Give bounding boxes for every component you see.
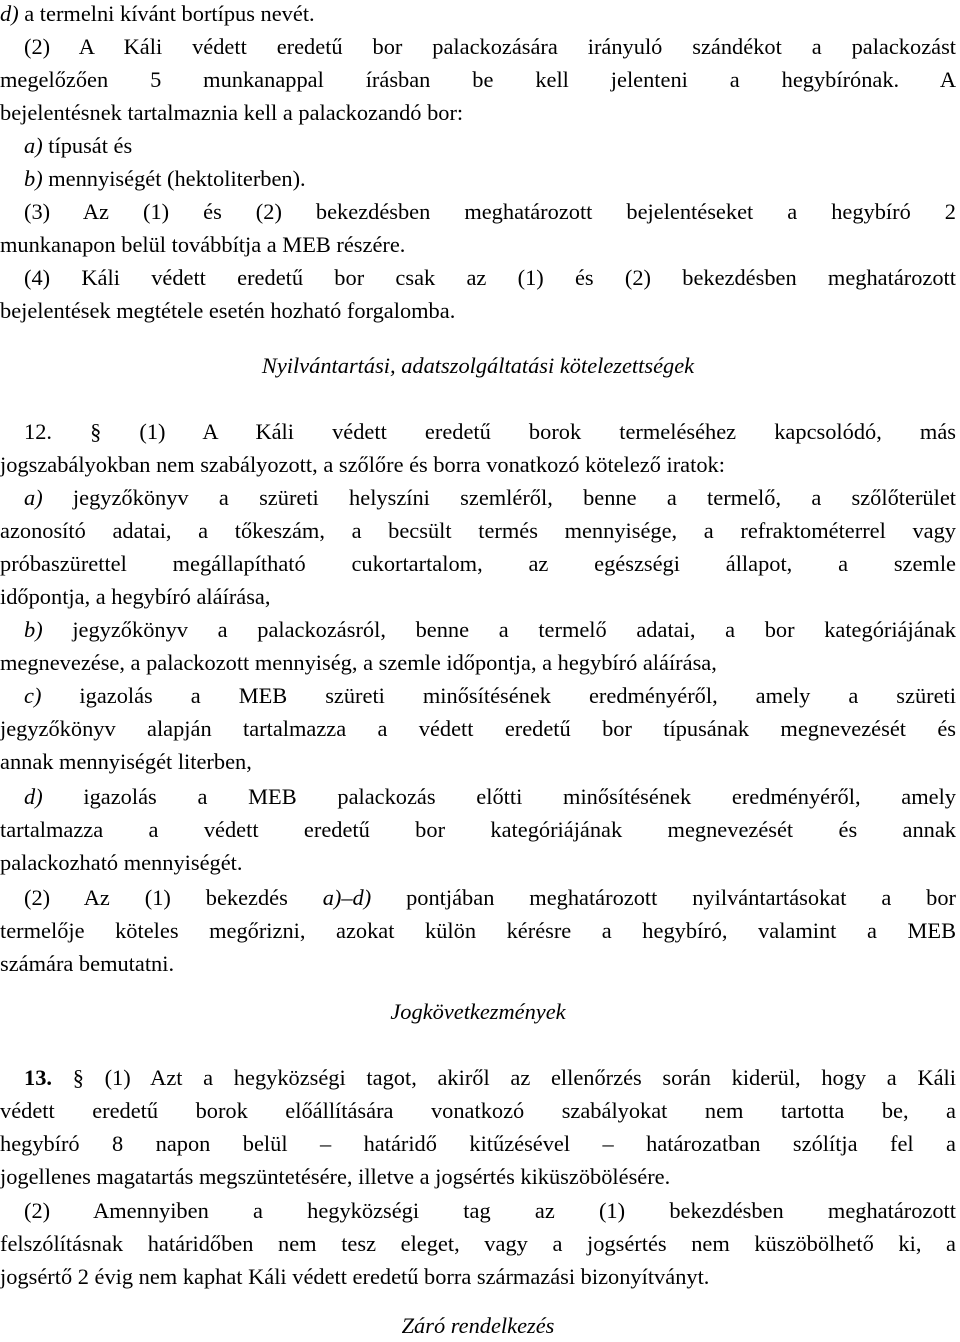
text: (2) Az (1) bekezdés xyxy=(24,885,323,910)
paragraph-line: jogsértő 2 évig nem kaphat Káli védett eredetű borra származási bizonyítványt. xyxy=(0,1264,710,1289)
paragraph-line: megnevezése, a palackozott mennyiség, a szemle időpontja, a hegybíró aláírása, xyxy=(0,650,717,675)
section-number: 13. xyxy=(24,1065,52,1090)
text: típusát és xyxy=(42,133,133,158)
paragraph-line: védett eredetű borok előállítására vonatkozó szabályokat nem tartotta be, a xyxy=(0,1098,956,1123)
paragraph-line: számára bemutatni. xyxy=(0,951,175,976)
paragraph-line: időpontja, a hegybíró aláírása, xyxy=(0,584,271,609)
section-heading: Záró rendelkezés xyxy=(401,1313,555,1338)
text: pontjában meghatározott nyilvántartásokat a bor xyxy=(371,885,956,910)
list-marker: a) xyxy=(24,485,43,510)
list-item xyxy=(0,163,956,195)
paragraph-line xyxy=(0,1062,956,1094)
text: igazolás a MEB szüreti minősítésének eredményéről, amely a szüreti xyxy=(41,683,956,708)
paragraph-line: jogellenes magatartás megszüntetésére, illetve a jogsértés kiküszöbölésére. xyxy=(0,1164,671,1189)
paragraph-line: bejelentések megtétele esetén hozható forgalomba. xyxy=(0,298,456,323)
section-heading: Nyilvántartási, adatszolgáltatási kötelezettségek xyxy=(261,353,695,378)
list-item xyxy=(0,482,956,514)
paragraph-line: termelője köteles megőrizni, azokat külön kérésre a hegybíró, valamint a MEB xyxy=(0,918,956,943)
list-item xyxy=(0,130,956,162)
paragraph-line: 12. § (1) A Káli védett eredetű borok termeléséhez kapcsolódó, más xyxy=(24,419,956,444)
list-marker: b) xyxy=(24,617,43,642)
paragraph-line: felszólításnak határidőben nem tesz eleget, vagy a jogsértés nem küszöbölhető ki, a xyxy=(0,1231,956,1256)
paragraph-line: próbaszürettel megállapítható cukortartalom, az egészségi állapot, a szemle xyxy=(0,551,956,576)
text-line xyxy=(0,0,956,30)
paragraph-line: megelőzően 5 munkanappal írásban be kell jelenteni a hegybírónak. A xyxy=(0,67,956,92)
paragraph-line: bejelentésnek tartalmaznia kell a palackozandó bor: xyxy=(0,100,464,125)
text: mennyiségét (hektoliterben). xyxy=(42,166,306,191)
list-marker: d) xyxy=(24,784,43,809)
paragraph-line: jogszabályokban nem szabályozott, a szőlőre és borra vonatkozó kötelező iratok: xyxy=(0,452,725,477)
paragraph-line: (2) A Káli védett eredetű bor palackozására irányuló szándékot a palackozást xyxy=(24,34,956,59)
paragraph-line: azonosító adatai, a tőkeszám, a becsült termés mennyisége, a refraktométerrel vagy xyxy=(0,518,956,543)
list-item xyxy=(0,614,956,646)
paragraph-line: tartalmazza a védett eredetű bor kategóriájának megnevezését és annak xyxy=(0,817,956,842)
paragraph-line: (2) Amennyiben a hegyközségi tag az (1) bekezdésben meghatározott xyxy=(24,1198,956,1223)
list-marker: c) xyxy=(24,683,42,708)
list-marker: d) xyxy=(0,1,19,26)
list-item xyxy=(0,680,956,712)
text: a termelni kívánt bortípus nevét. xyxy=(18,1,315,26)
paragraph-line: (3) Az (1) és (2) bekezdésben meghatározott bejelentéseket a hegybíró 2 xyxy=(24,199,956,224)
paragraph-line: annak mennyiségét literben, xyxy=(0,749,252,774)
text: jegyzőkönyv a palackozásról, benne a termelő adatai, a bor kategóriájának xyxy=(42,617,956,642)
text: jegyzőkönyv a szüreti helyszíni szemléről, benne a termelő, a szőlőterület xyxy=(42,485,956,510)
list-marker: b) xyxy=(24,166,43,191)
paragraph-line: jegyzőkönyv alapján tartalmazza a védett eredetű bor típusának megnevezését és xyxy=(0,716,956,741)
paragraph-line xyxy=(0,882,956,914)
point-reference: a)–d) xyxy=(322,885,372,910)
paragraph-line: hegybíró 8 napon belül – határidő kitűzésével – határozatban szólítja fel a xyxy=(0,1131,956,1156)
paragraph-line: munkanapon belül továbbítja a MEB részére. xyxy=(0,232,406,257)
section-heading: Jogkövetkezmények xyxy=(390,999,566,1024)
text: § (1) Azt a hegyközségi tagot, akiről az ellenőrzés során kiderül, hogy a Káli xyxy=(52,1065,956,1090)
list-marker: a) xyxy=(24,133,43,158)
text: igazolás a MEB palackozás előtti minősítésének eredményéről, amely xyxy=(42,784,956,809)
paragraph-line: palackozható mennyiségét. xyxy=(0,850,243,875)
paragraph-line: (4) Káli védett eredetű bor csak az (1) és (2) bekezdésben meghatározott xyxy=(24,265,956,290)
list-item xyxy=(0,781,956,813)
